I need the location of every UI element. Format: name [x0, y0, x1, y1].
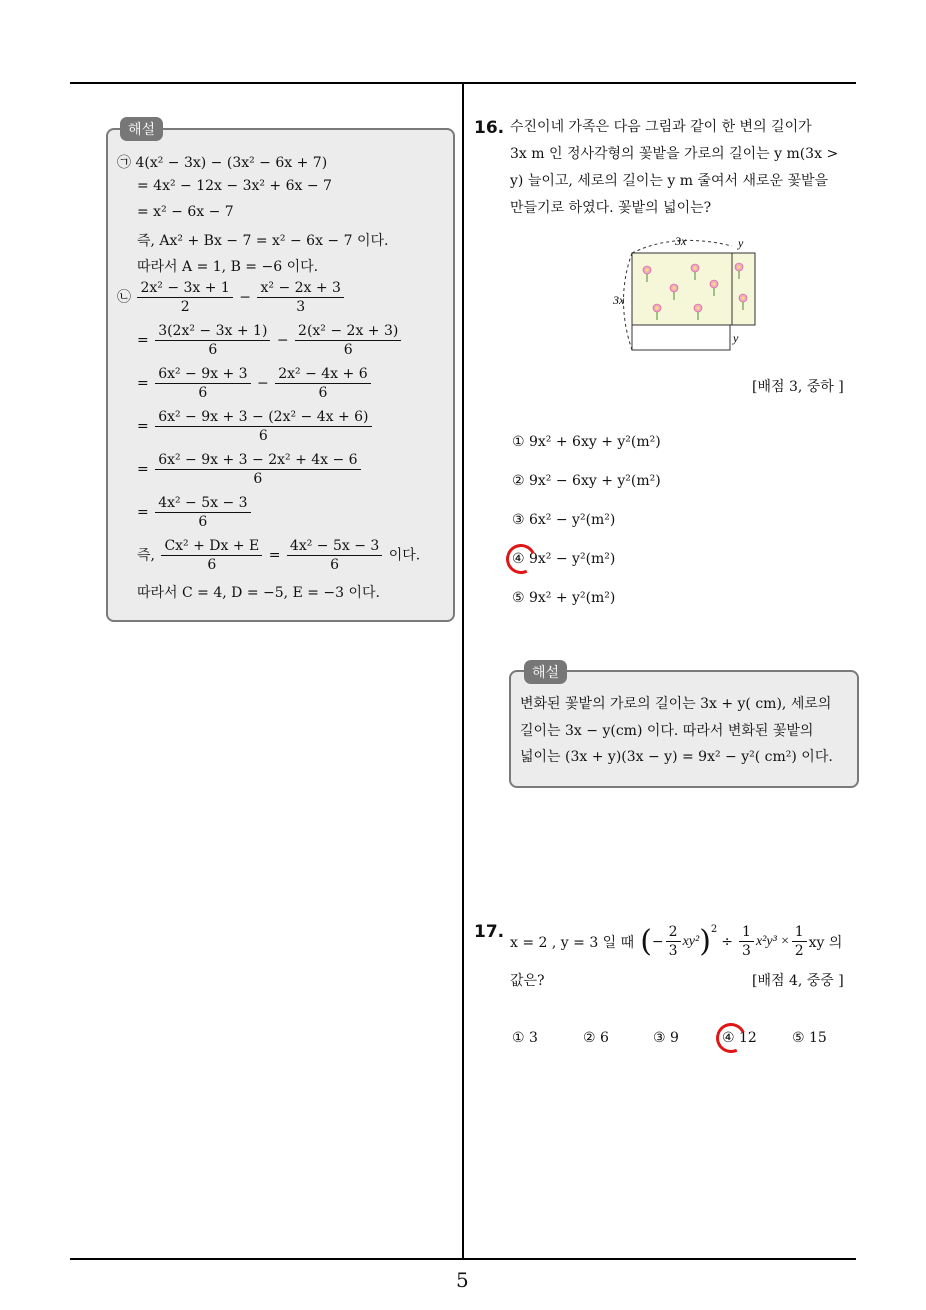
solution-line: ㉡ $\frac{\text{2x² − 3x + 1}}{2}$ − $\frac{\text{x² − 2x + 3}}{3}$ [117, 280, 346, 315]
fraction: $\frac{1}{3}$ [739, 924, 754, 959]
answer-circle [712, 1019, 750, 1057]
solution-line: = $\frac{\text{3(2x² − 3x + 1)}}{6}$ − $\frac{\text{2(x² − 2x + 3)}}{6}$ [137, 323, 403, 358]
score-label: [배점 3, 중하 ] [752, 379, 844, 395]
option-1[interactable]: ① 3 [512, 1030, 538, 1046]
solution-line: 따라서 A = 1, B = −6 이다. [137, 259, 319, 275]
fig-label-left: 3x [613, 293, 625, 307]
option-5[interactable]: ⑤ 9x² + y²(m²) [512, 590, 616, 606]
solution-line: 변화된 꽃밭의 가로의 길이는 3x + y( cm), 세로의 [520, 696, 832, 712]
fraction: $\frac{\text{Cx² + Dx + E}}{6}$ [161, 538, 262, 573]
fraction: $\frac{1}{2}$ [792, 924, 807, 959]
option-4[interactable]: ④ 12 [722, 1030, 757, 1046]
solution-line: 넓이는 (3x + y)(3x − y) = 9x² − y²( cm²) 이다. [520, 749, 833, 765]
fig-label-top: 3x [675, 234, 687, 248]
column-divider [462, 82, 464, 1260]
option-1[interactable]: ① 9x² + 6xy + y²(m²) [512, 434, 661, 450]
solution-tag: 해설 [524, 660, 567, 684]
score-label: [배점 4, 중중 ] [752, 973, 844, 989]
fraction: $\frac{\text{2x² − 3x + 1}}{2}$ [137, 280, 232, 315]
question-text: 수진이네 가족은 다음 그림과 같이 한 변의 길이가 3x m 인 정사각형의 꽃밭을 가로의 길이는 y m(3x > y) 늘이고, 세로의 길이는 y m 줄여서 새로운 꽃밭을 만들기로 하였다. 꽃밭의 넓이는? [510, 119, 839, 216]
solution-line: = $\frac{\text{6x² − 9x + 3 − (2x² − 4x + 6)}}{6}$ [137, 409, 374, 444]
question-number: 17. [474, 922, 505, 942]
fraction: $\frac{\text{3(2x² − 3x + 1)}}{6}$ [155, 323, 270, 358]
option-3[interactable]: ③ 9 [653, 1030, 679, 1046]
option-3[interactable]: ③ 6x² − y²(m²) [512, 512, 616, 528]
fraction: $\frac{\text{2(x² − 2x + 3)}}{6}$ [295, 323, 401, 358]
fraction: $\frac{\text{x² − 2x + 3}}{3}$ [257, 280, 343, 315]
extended-strip [732, 253, 755, 325]
solution-line: = $\frac{\text{4x² − 5x − 3}}{6}$ [137, 495, 253, 530]
option-5[interactable]: ⑤ 15 [792, 1030, 827, 1046]
fraction: $\frac{\text{2x² − 4x + 6}}{6}$ [275, 366, 370, 401]
bottom-rule [70, 1258, 856, 1260]
fig-label-y-top: y [738, 236, 744, 250]
solution-line: = x² − 6x − 7 [137, 204, 234, 220]
dim-arc-left [624, 253, 633, 350]
solution-line: = 4x² − 12x − 3x² + 6x − 7 [137, 178, 332, 194]
fraction: $\frac{\text{6x² − 9x + 3 − 2x² + 4x − 6}}{6}$ [155, 452, 360, 487]
option-2[interactable]: ② 9x² − 6xy + y²(m²) [512, 473, 661, 489]
fraction: $\frac{\text{6x² − 9x + 3}}{6}$ [155, 366, 250, 401]
marker: ㉡ [117, 289, 131, 306]
garden-square [632, 253, 737, 325]
question-text: x = 2 , y = 3 일 때 ( − $\frac{2}{3}$ xy² ) $^2$ ÷ $\frac{1}{3}$ x²y³ × $\frac{1}{2}$ xy 의 [510, 923, 843, 959]
garden-figure [605, 230, 765, 355]
solution-line: = $\frac{\text{6x² − 9x + 3 − 2x² + 4x − 6}}{6}$ [137, 452, 363, 487]
fraction: $\frac{2}{3}$ [666, 924, 681, 959]
question-number: 16. [474, 118, 505, 138]
question-text: 값은? [510, 973, 545, 989]
solution-line: 즉, Ax² + Bx − 7 = x² − 6x − 7 이다. [137, 233, 389, 249]
fraction: $\frac{\text{6x² − 9x + 3 − (2x² − 4x + 6)}}{6}$ [155, 409, 371, 444]
solution-line: = $\frac{\text{6x² − 9x + 3}}{6}$ − $\frac{\text{2x² − 4x + 6}}{6}$ [137, 366, 373, 401]
fraction: $\frac{\text{4x² − 5x − 3}}{6}$ [155, 495, 250, 530]
page-number: 5 [456, 1268, 469, 1292]
option-4[interactable]: ④ 9x² − y²(m²) [512, 551, 616, 567]
solution-line: 즉, $\frac{\text{Cx² + Dx + E}}{6}$ = $\frac{\text{4x² − 5x − 3}}{6}$ 이다. [137, 538, 421, 573]
removed-strip [632, 325, 730, 350]
solution-line: ㉠ 4(x² − 3x) − (3x² − 6x + 7) [117, 155, 328, 171]
solution-tag: 해설 [120, 117, 163, 141]
option-2[interactable]: ② 6 [583, 1030, 609, 1046]
solution-line: 따라서 C = 4, D = −5, E = −3 이다. [137, 585, 381, 601]
answer-circle [502, 540, 540, 578]
solution-line: 길이는 3x − y(cm) 이다. 따라서 변화된 꽃밭의 [520, 723, 814, 739]
fraction: $\frac{\text{4x² − 5x − 3}}{6}$ [287, 538, 382, 573]
fig-label-y-bottom: y [733, 331, 739, 345]
